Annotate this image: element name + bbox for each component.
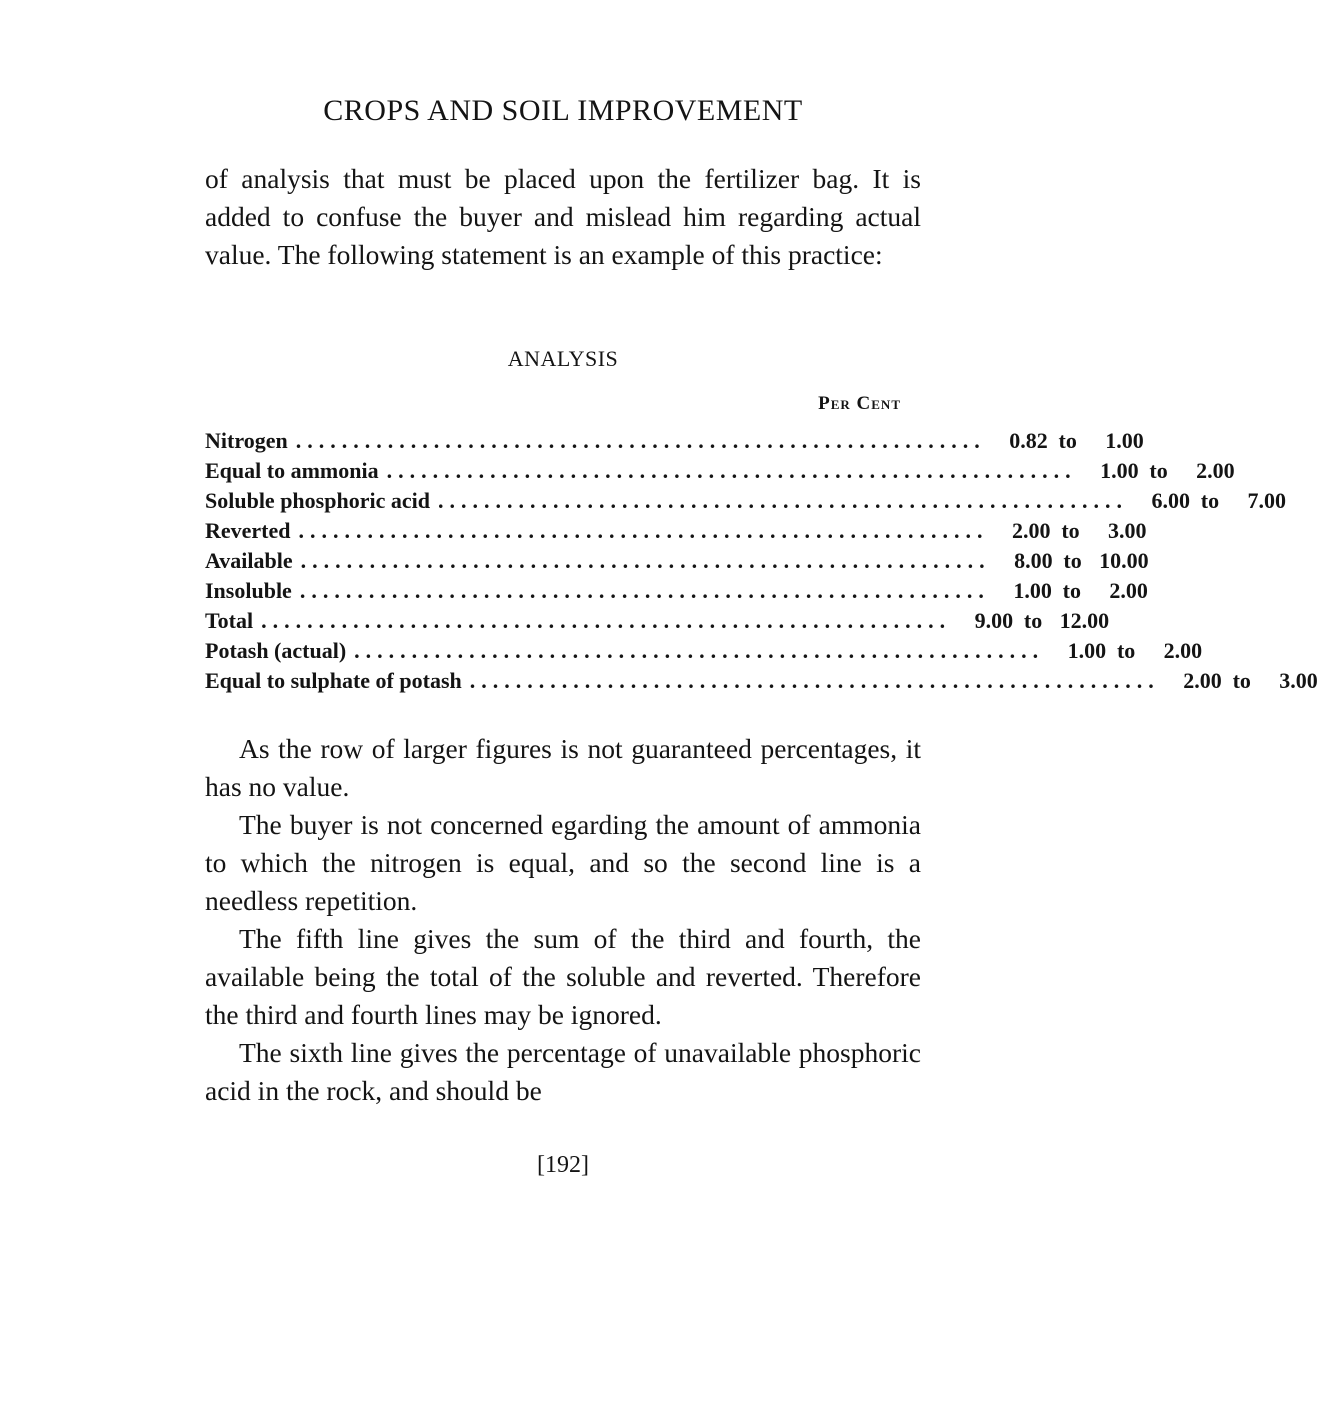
analysis-row (205, 546, 1149, 576)
intro-paragraph-block (205, 160, 921, 274)
range-low-value: 1.00 (1100, 458, 1139, 483)
dot-leader: ............................................................ (354, 638, 1045, 663)
analysis-row-range (1087, 456, 1235, 486)
running-head: CROPS AND SOIL IMPROVEMENT (323, 94, 803, 127)
analysis-table (205, 426, 1318, 696)
analysis-row (205, 486, 1286, 516)
range-word: to (1200, 488, 1220, 513)
dot-leader: ............................................................ (295, 428, 986, 453)
body-paragraph: The sixth line gives the percentage of unavailable phosphoric acid in the rock, and should be (205, 1037, 921, 1106)
analysis-row-range (961, 606, 1109, 636)
analysis-row-range (1000, 576, 1148, 606)
dot-leader: ............................................................ (437, 488, 1128, 513)
analysis-row-range (999, 516, 1147, 546)
analysis-row-label: Soluble phosphoric acid (205, 488, 430, 513)
range-high-value: 2.00 (1196, 458, 1235, 483)
range-word: to (1023, 608, 1043, 633)
range-word: to (1149, 458, 1168, 483)
analysis-row-range (1138, 486, 1286, 516)
analysis-row-label: Equal to sulphate of potash (205, 668, 462, 693)
range-low-value: 1.00 (1067, 638, 1107, 663)
analysis-row-range (1054, 636, 1202, 666)
analysis-title: ANALYSIS (507, 346, 619, 371)
intro-paragraph: of analysis that must be placed upon the fertilizer bag. It is added to confuse the buyer and mislead him regarding actual value. The following statement is an example of this practice: (205, 163, 921, 270)
range-low-value: 8.00 (1014, 548, 1053, 573)
body-text-block (205, 730, 921, 1110)
dot-leader: ............................................................ (261, 608, 952, 633)
body-paragraph: The fifth line gives the sum of the third and fourth, the available being the total of the soluble and reverted. Therefore the third and fourth lines may be ignored. (205, 923, 921, 1030)
analysis-row-range (1170, 666, 1318, 696)
range-high-value: 2.00 (1163, 638, 1203, 663)
range-high-value: 1.00 (1105, 428, 1144, 453)
analysis-row-label: Reverted (205, 518, 291, 543)
range-low-value: 2.00 (1183, 668, 1222, 693)
range-high-value: 3.00 (1279, 668, 1318, 693)
range-high-value: 3.00 (1108, 518, 1147, 543)
analysis-row-label: Insoluble (205, 578, 292, 603)
range-word: to (1232, 668, 1251, 693)
range-word: to (1062, 578, 1081, 603)
analysis-row-label: Potash (actual) (205, 638, 347, 663)
range-word: to (1116, 638, 1136, 663)
dot-leader: ............................................................ (386, 458, 1077, 483)
dot-leader: ............................................................ (300, 548, 991, 573)
range-high-value: 7.00 (1247, 488, 1286, 513)
range-word: to (1058, 428, 1077, 453)
analysis-row-label: Available (205, 548, 293, 573)
page-number: [192] (537, 1152, 589, 1178)
dot-leader: ............................................................ (299, 578, 990, 603)
per-cent-column-header: Per Cent (818, 393, 901, 414)
range-high-value: 2.00 (1109, 578, 1148, 603)
range-word: to (1061, 518, 1080, 543)
range-high-value: 12.00 (1059, 608, 1110, 633)
dot-leader: ............................................................ (298, 518, 989, 543)
range-low-value: 9.00 (974, 608, 1014, 633)
analysis-row (205, 666, 1318, 696)
analysis-row (205, 516, 1147, 546)
analysis-row (205, 636, 1203, 666)
body-paragraph: As the row of larger figures is not guaranteed percentages, it has no value. (205, 733, 921, 802)
analysis-row (205, 576, 1148, 606)
analysis-row (205, 606, 1110, 636)
dot-leader: ............................................................ (469, 668, 1160, 693)
range-word: to (1063, 548, 1082, 573)
analysis-row-range (996, 426, 1144, 456)
analysis-row-label: Equal to ammonia (205, 458, 379, 483)
range-low-value: 6.00 (1151, 488, 1190, 513)
analysis-row (205, 426, 1144, 456)
analysis-row (205, 456, 1235, 486)
range-low-value: 1.00 (1013, 578, 1052, 603)
range-low-value: 0.82 (1009, 428, 1048, 453)
range-high-value: 10.00 (1099, 548, 1149, 573)
body-paragraph: The buyer is not concerned egarding the amount of ammonia to which the nitrogen is equal, and so the second line is a needless repetition. (205, 809, 921, 916)
range-low-value: 2.00 (1012, 518, 1051, 543)
analysis-row-range (1001, 546, 1149, 576)
analysis-row-label: Nitrogen (205, 428, 288, 453)
analysis-row-label: Total (205, 608, 254, 633)
